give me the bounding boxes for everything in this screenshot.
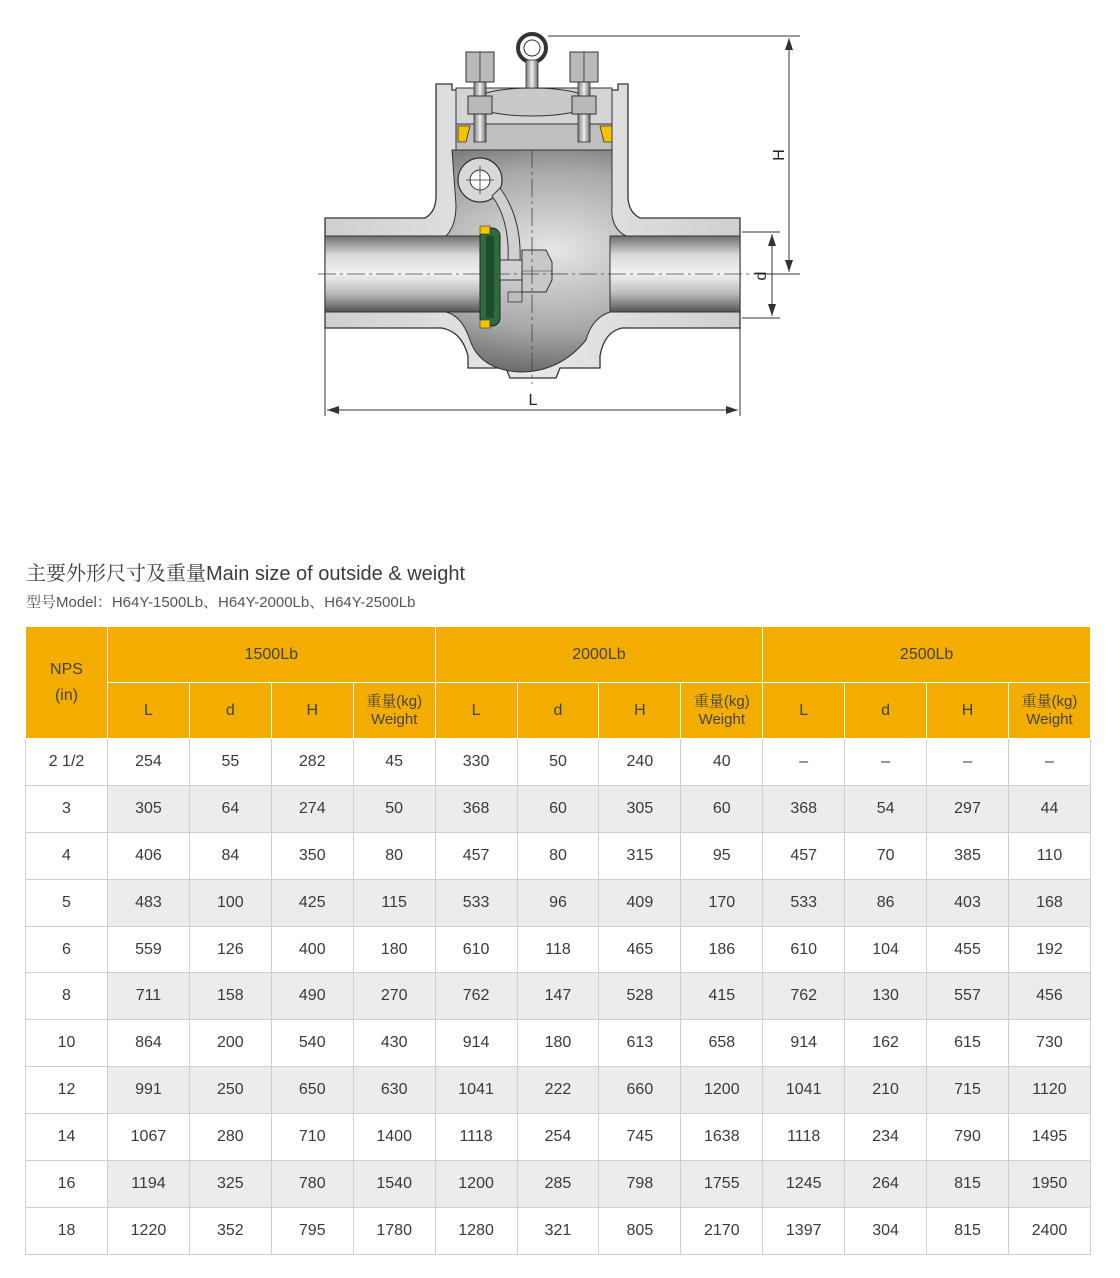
col-header-H-2500: H — [927, 683, 1009, 739]
table-cell: 1495 — [1008, 1114, 1090, 1161]
table-row — [26, 1207, 1091, 1254]
table-cell: 1950 — [1008, 1161, 1090, 1208]
dim-d-label: d — [753, 271, 770, 281]
table-cell: 64 — [189, 785, 271, 832]
table-cell: 2400 — [1008, 1207, 1090, 1254]
table-cell: 610 — [435, 926, 517, 973]
table-cell: 1194 — [108, 1161, 190, 1208]
table-cell: 1118 — [763, 1114, 845, 1161]
table-cell: 762 — [763, 973, 845, 1020]
table-cell: 914 — [763, 1020, 845, 1067]
table-cell: 104 — [845, 926, 927, 973]
table-cell: 254 — [108, 739, 190, 786]
table-cell: 650 — [271, 1067, 353, 1114]
table-cell: 192 — [1008, 926, 1090, 973]
table-cell: 305 — [599, 785, 681, 832]
nps-cell: 12 — [26, 1067, 108, 1114]
table-cell: 368 — [763, 785, 845, 832]
table-cell: 115 — [353, 879, 435, 926]
table-cell: 465 — [599, 926, 681, 973]
table-cell: 455 — [927, 926, 1009, 973]
table-cell: 457 — [763, 832, 845, 879]
table-row — [26, 1114, 1091, 1161]
table-cell: 96 — [517, 879, 599, 926]
table-cell: 44 — [1008, 785, 1090, 832]
table-cell: 610 — [763, 926, 845, 973]
table-cell: 84 — [189, 832, 271, 879]
table-cell: 528 — [599, 973, 681, 1020]
dim-H-label: H — [771, 149, 788, 161]
table-cell: 490 — [271, 973, 353, 1020]
table-cell: 559 — [108, 926, 190, 973]
table-cell: 795 — [271, 1207, 353, 1254]
nps-unit: (in) — [54, 686, 79, 704]
table-cell: 352 — [189, 1207, 271, 1254]
nps-cell: 3 — [26, 785, 108, 832]
col-header-weight-1500 — [353, 683, 435, 739]
table-cell: 613 — [599, 1020, 681, 1067]
table-row — [26, 832, 1091, 879]
table-cell: 864 — [108, 1020, 190, 1067]
table-cell: 130 — [845, 973, 927, 1020]
nut-right-lower — [572, 96, 596, 114]
weight-header-en: Weight — [698, 710, 745, 728]
table-cell: 350 — [271, 832, 353, 879]
table-cell: 368 — [435, 785, 517, 832]
table-cell: 403 — [927, 879, 1009, 926]
table-cell: 254 — [517, 1114, 599, 1161]
col-header-L-2500: L — [763, 683, 845, 739]
col-header-weight-2000 — [681, 683, 763, 739]
table-cell: 540 — [271, 1020, 353, 1067]
table-cell: 1041 — [763, 1067, 845, 1114]
table-cell: 330 — [435, 739, 517, 786]
table-cell: 557 — [927, 973, 1009, 1020]
table-cell: 1067 — [108, 1114, 190, 1161]
table-cell: 50 — [353, 785, 435, 832]
table-cell: 40 — [681, 739, 763, 786]
table-cell: 280 — [189, 1114, 271, 1161]
table-cell: 1755 — [681, 1161, 763, 1208]
table-row — [26, 739, 1091, 786]
table-cell: 914 — [435, 1020, 517, 1067]
table-cell: 110 — [1008, 832, 1090, 879]
table-row — [26, 1020, 1091, 1067]
table-cell: 200 — [189, 1020, 271, 1067]
weight-header-en: Weight — [370, 710, 418, 728]
table-cell: 409 — [599, 879, 681, 926]
table-cell: 385 — [927, 832, 1009, 879]
table-cell: 180 — [517, 1020, 599, 1067]
table-row — [26, 785, 1091, 832]
table-cell: 325 — [189, 1161, 271, 1208]
table-cell: 80 — [517, 832, 599, 879]
table-cell: 180 — [353, 926, 435, 973]
table-row — [26, 926, 1091, 973]
table-cell: – — [845, 739, 927, 786]
table-cell: 222 — [517, 1067, 599, 1114]
weight-header-cn: 重量(kg) — [366, 692, 423, 710]
nps-cell: 16 — [26, 1161, 108, 1208]
table-cell: 240 — [599, 739, 681, 786]
nps-cell: 2 1/2 — [26, 739, 108, 786]
table-cell: 1540 — [353, 1161, 435, 1208]
table-row — [26, 1067, 1091, 1114]
table-cell: 86 — [845, 879, 927, 926]
gasket-top — [480, 226, 490, 234]
table-row — [26, 1161, 1091, 1208]
table-cell: 1120 — [1008, 1067, 1090, 1114]
nps-cell: 4 — [26, 832, 108, 879]
table-cell: 1220 — [108, 1207, 190, 1254]
table-cell: 168 — [1008, 879, 1090, 926]
table-cell: 95 — [681, 832, 763, 879]
table-cell: 730 — [1008, 1020, 1090, 1067]
table-cell: 118 — [517, 926, 599, 973]
table-cell: 805 — [599, 1207, 681, 1254]
group-header-1500: 1500Lb — [108, 627, 436, 683]
table-cell: 630 — [353, 1067, 435, 1114]
table-cell: 660 — [599, 1067, 681, 1114]
table-cell: 400 — [271, 926, 353, 973]
table-cell: 711 — [108, 973, 190, 1020]
col-header-L-2000: L — [435, 683, 517, 739]
col-header-H-1500: H — [271, 683, 353, 739]
table-cell: 55 — [189, 739, 271, 786]
table-cell: 186 — [681, 926, 763, 973]
table-cell: – — [1008, 739, 1090, 786]
table-cell: 780 — [271, 1161, 353, 1208]
table-row — [26, 973, 1091, 1020]
table-cell: 1280 — [435, 1207, 517, 1254]
col-header-L-1500: L — [108, 683, 190, 739]
table-cell: 80 — [353, 832, 435, 879]
table-cell: 1200 — [681, 1067, 763, 1114]
model-subtitle: 型号Model：H64Y-1500Lb、H64Y-2000Lb、H64Y-2500Lb — [26, 594, 416, 611]
table-cell: 1200 — [435, 1161, 517, 1208]
table-cell: 1780 — [353, 1207, 435, 1254]
table-cell: 315 — [599, 832, 681, 879]
table-cell: 798 — [599, 1161, 681, 1208]
col-header-H-2000: H — [599, 683, 681, 739]
table-cell: 70 — [845, 832, 927, 879]
table-cell: 762 — [435, 973, 517, 1020]
table-cell: 658 — [681, 1020, 763, 1067]
dimensions-weight-table — [25, 626, 1091, 1255]
weight-header-cn: 重量(kg) — [1021, 692, 1078, 710]
table-cell: 533 — [435, 879, 517, 926]
table-cell: 790 — [927, 1114, 1009, 1161]
nps-header-cell — [26, 627, 108, 739]
table-cell: 457 — [435, 832, 517, 879]
col-header-d-1500: d — [189, 683, 271, 739]
table-cell: 1397 — [763, 1207, 845, 1254]
table-cell: 615 — [927, 1020, 1009, 1067]
table-cell: 234 — [845, 1114, 927, 1161]
table-cell: 1118 — [435, 1114, 517, 1161]
table-cell: 415 — [681, 973, 763, 1020]
table-cell: 274 — [271, 785, 353, 832]
table-cell: 710 — [271, 1114, 353, 1161]
weight-header-en: Weight — [1026, 710, 1073, 728]
group-header-2500: 2500Lb — [763, 627, 1091, 683]
table-cell: 100 — [189, 879, 271, 926]
table-cell: 483 — [108, 879, 190, 926]
table-cell: 1245 — [763, 1161, 845, 1208]
table-cell: 533 — [763, 879, 845, 926]
table-cell: 304 — [845, 1207, 927, 1254]
table-cell: 147 — [517, 973, 599, 1020]
nps-cell: 8 — [26, 973, 108, 1020]
table-cell: 60 — [681, 785, 763, 832]
group-header-2000: 2000Lb — [435, 627, 763, 683]
table-cell: 264 — [845, 1161, 927, 1208]
table-cell: 991 — [108, 1067, 190, 1114]
table-cell: 715 — [927, 1067, 1009, 1114]
table-cell: 158 — [189, 973, 271, 1020]
table-cell: 54 — [845, 785, 927, 832]
nps-cell: 5 — [26, 879, 108, 926]
table-cell: 406 — [108, 832, 190, 879]
nps-cell: 10 — [26, 1020, 108, 1067]
table-cell: – — [763, 739, 845, 786]
table-row — [26, 879, 1091, 926]
col-header-d-2000: d — [517, 683, 599, 739]
table-cell: 297 — [927, 785, 1009, 832]
table-cell: 282 — [271, 739, 353, 786]
disc-face — [486, 236, 494, 318]
table-cell: 250 — [189, 1067, 271, 1114]
col-header-weight-2500 — [1008, 683, 1090, 739]
table-cell: 162 — [845, 1020, 927, 1067]
col-header-d-2500: d — [845, 683, 927, 739]
table-cell: 45 — [353, 739, 435, 786]
table-cell: 305 — [108, 785, 190, 832]
valve-drawing — [0, 0, 1120, 440]
table-cell: 1400 — [353, 1114, 435, 1161]
table-cell: 425 — [271, 879, 353, 926]
nps-cell: 18 — [26, 1207, 108, 1254]
table-cell: 50 — [517, 739, 599, 786]
nut-left-lower — [468, 96, 492, 114]
table-cell: 1041 — [435, 1067, 517, 1114]
section-title: 主要外形尺寸及重量Main size of outside & weight — [26, 563, 466, 585]
table-cell: 321 — [517, 1207, 599, 1254]
table-cell: 210 — [845, 1067, 927, 1114]
table-cell: 815 — [927, 1207, 1009, 1254]
table-cell: 170 — [681, 879, 763, 926]
nps-cell: 14 — [26, 1114, 108, 1161]
gasket-bottom — [480, 320, 490, 328]
table-cell: 126 — [189, 926, 271, 973]
table-cell: – — [927, 739, 1009, 786]
table-cell: 430 — [353, 1020, 435, 1067]
table-cell: 285 — [517, 1161, 599, 1208]
table-cell: 2170 — [681, 1207, 763, 1254]
weight-header-cn: 重量(kg) — [693, 692, 750, 710]
table-cell: 1638 — [681, 1114, 763, 1161]
table-cell: 815 — [927, 1161, 1009, 1208]
table-cell: 60 — [517, 785, 599, 832]
dim-L-label: L — [528, 392, 538, 409]
table-cell: 456 — [1008, 973, 1090, 1020]
table-cell: 270 — [353, 973, 435, 1020]
table-cell: 745 — [599, 1114, 681, 1161]
nps-cell: 6 — [26, 926, 108, 973]
nps-header: NPS — [50, 660, 83, 678]
